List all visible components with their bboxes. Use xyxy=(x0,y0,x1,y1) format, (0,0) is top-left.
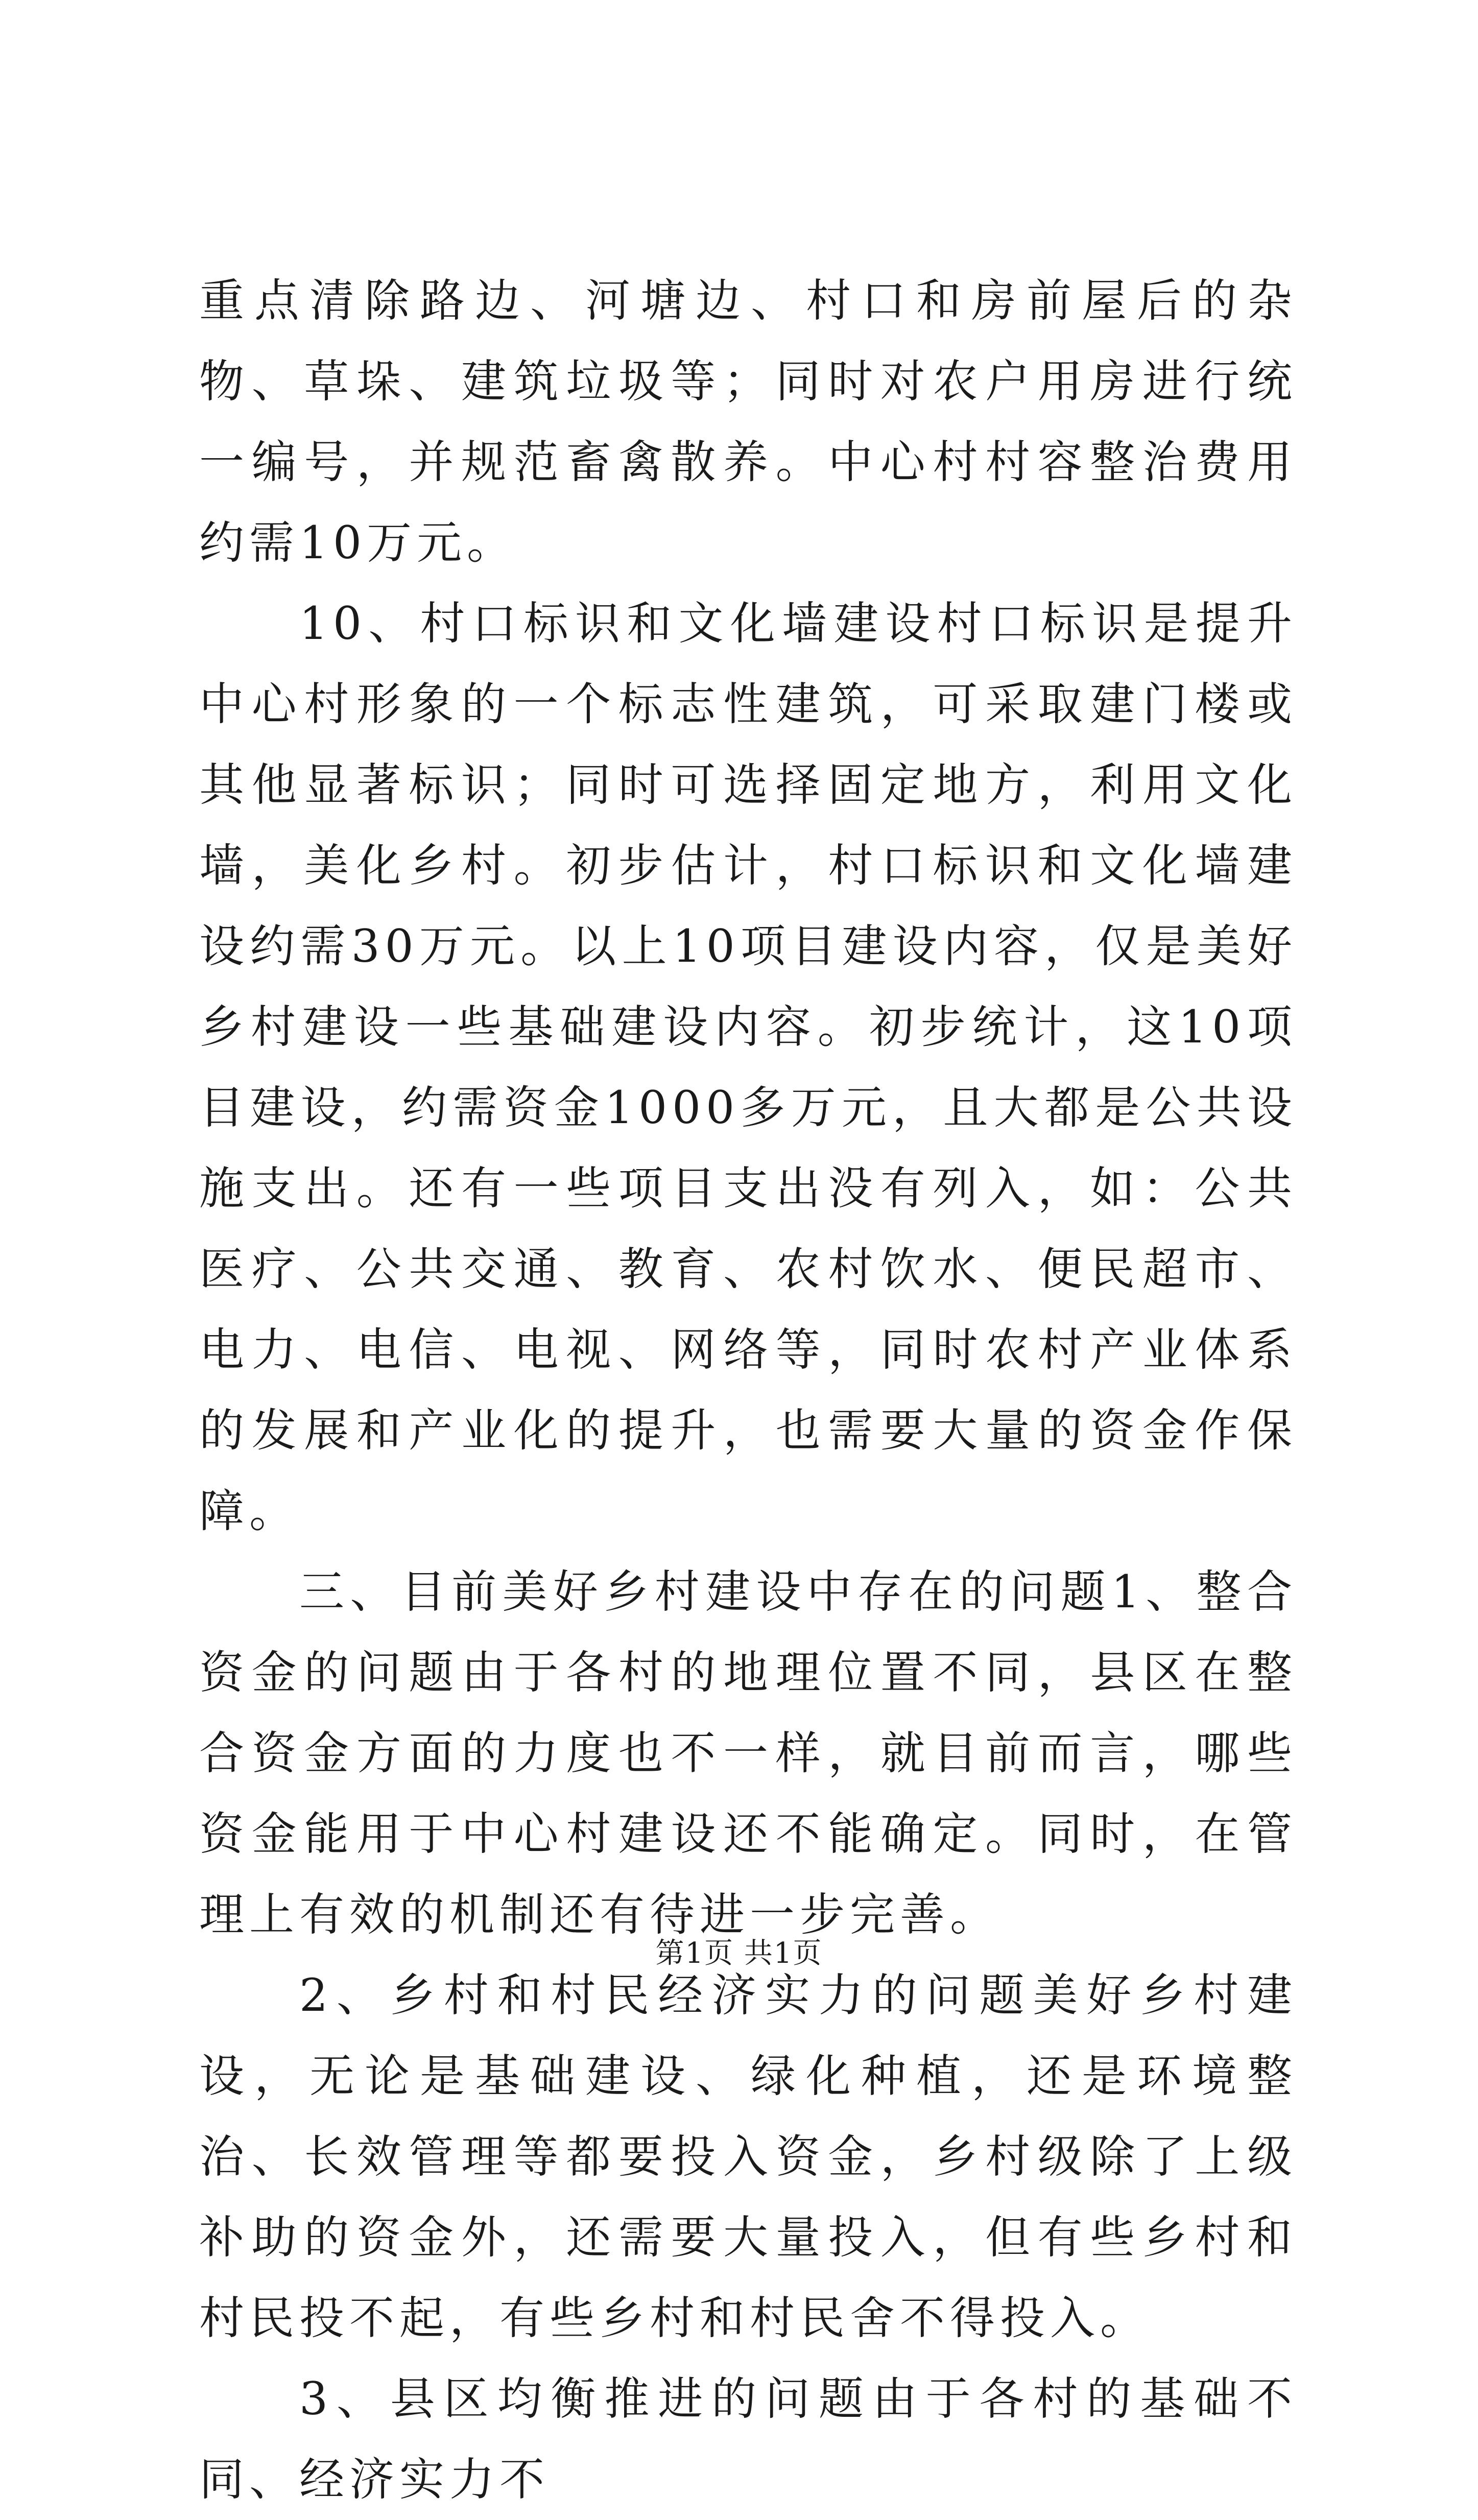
page-footer: 第1页 共1页 xyxy=(655,1937,823,1970)
paragraph-item-10: 10、村口标识和文化墙建设村口标识是提升中心村形象的一个标志性建筑，可采取建门楼或其他显著标识；同时可选择固定地方，利用文化墙，美化乡村。初步估计，村口标识和文化墙建设约需30万元。以上10项目建设内容，仅是美好乡村建设一些基础建设内容。初步统计，这10项目建设，约需资金1000多万元，且大都是公共设施支出。还有一些项目支出没有列入，如：公共医疗、公共交通、教育、农村饮水、便民超市、电力、电信、电视、网络等，同时农村产业体系的发展和产业化的提升，也需要大量的资金作保障。 xyxy=(199,597,1297,1537)
document-body xyxy=(199,260,1297,2520)
paragraph-item-3: 3、县区均衡推进的问题由于各村的基础不同、经济实力不 xyxy=(199,2372,1297,2506)
paragraph-continuation: 重点清除路边、河塘边、村口和房前屋后的杂物、草垛、建筑垃圾等；同时对农户用房进行统一编号，并规范畜禽散养。中心村村容整治费用约需10万元。 xyxy=(199,274,1297,569)
paragraph-item-2: 2、乡村和村民经济实力的问题美好乡村建设，无论是基础建设、绿化种植，还是环境整治、长效管理等都要投入资金，乡村级除了上级补助的资金外，还需要大量投入，但有些乡村和村民投不起，有些乡村和村民舍不得投入。 xyxy=(199,1969,1297,2344)
paragraph-section-3: 三、目前美好乡村建设中存在的问题1、整合资金的问题由于各村的地理位置不同，县区在整合资金方面的力度也不一样，就目前而言，哪些资金能用于中心村建设还不能确定。同时，在管理上有效的机制还有待进一步完善。 xyxy=(199,1565,1297,1941)
